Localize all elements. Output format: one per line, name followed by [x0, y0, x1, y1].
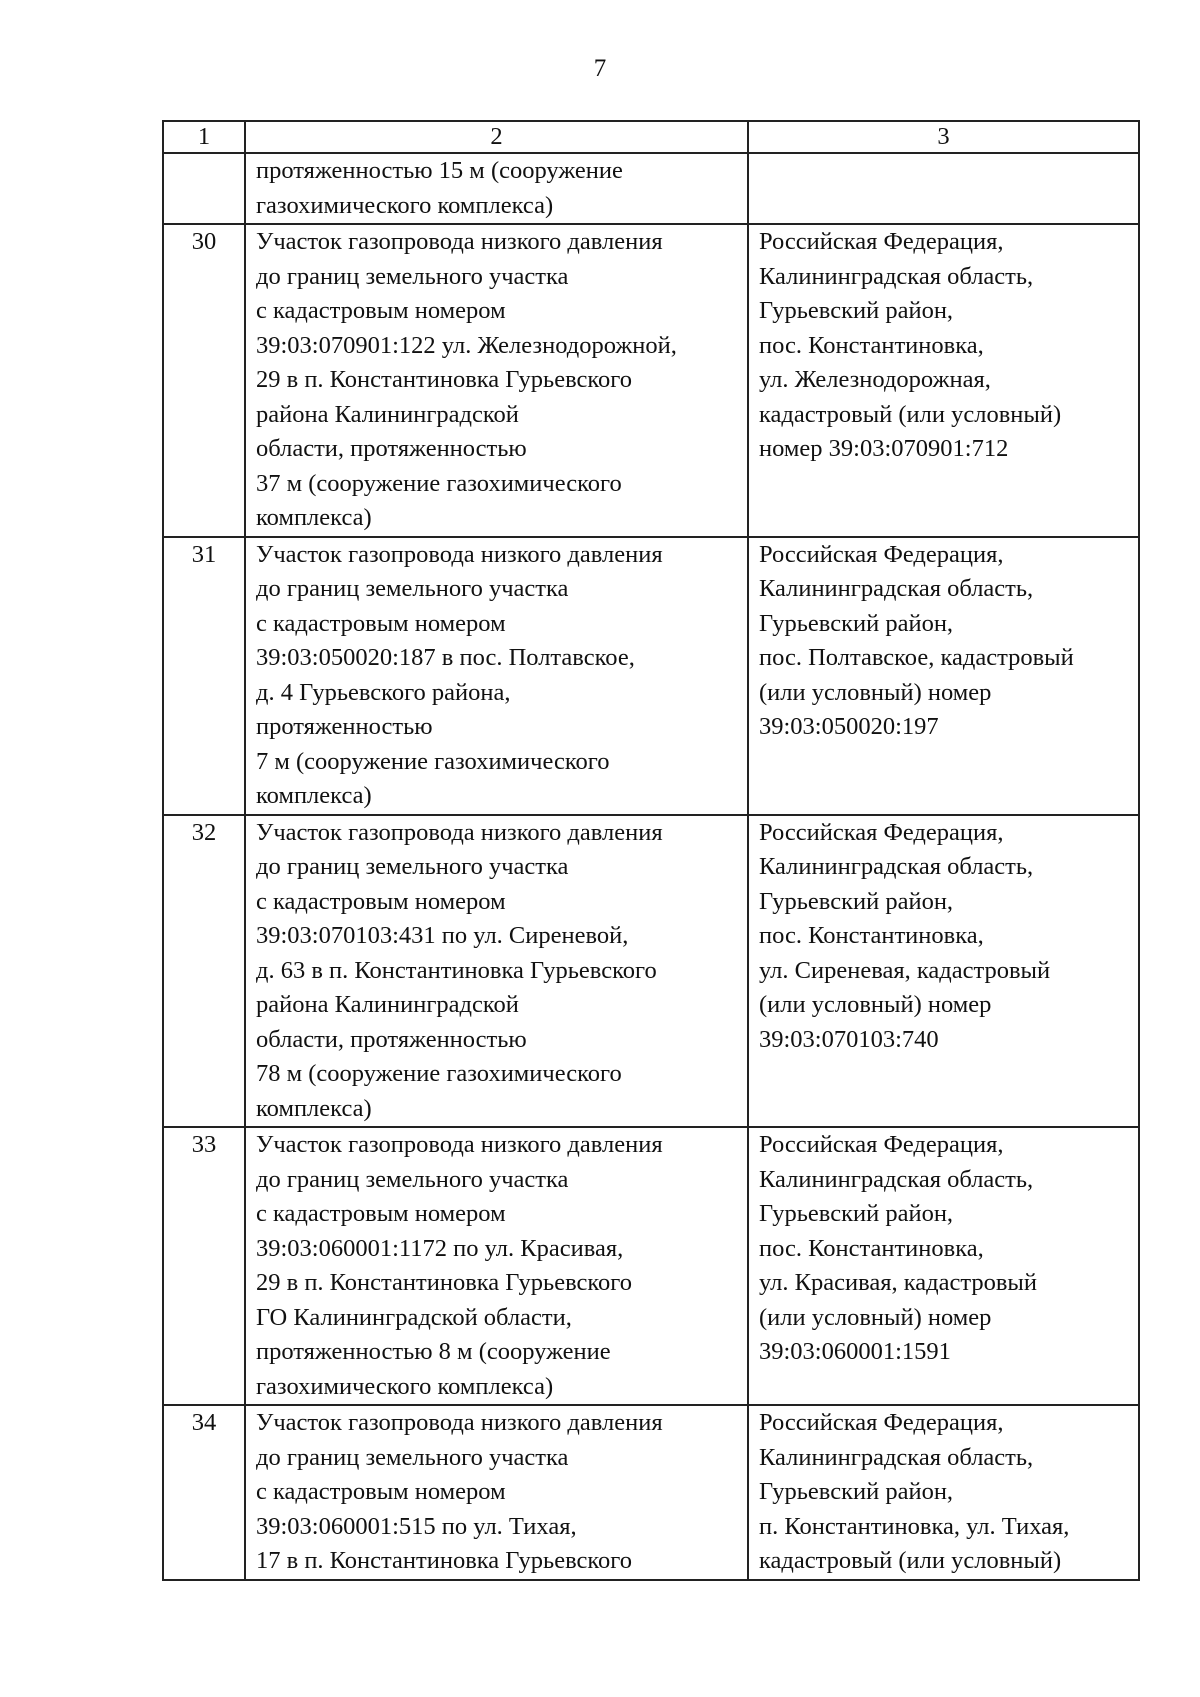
description-line: до границ земельного участка [256, 575, 569, 602]
table-row [163, 1405, 1139, 1580]
location-line: Российская Федерация, [759, 1409, 1004, 1436]
location-line: 39:03:060001:1591 [759, 1338, 951, 1365]
description-line: района Калининградской [256, 991, 519, 1018]
location-line: п. Константиновка, ул. Тихая, [759, 1512, 1070, 1540]
location-line: номер 39:03:070901:712 [759, 435, 1009, 462]
description-line: области, протяженностью [256, 435, 527, 462]
description-line: протяженностью 15 м (сооружение [256, 157, 623, 184]
description-line: 37 м (сооружение газохимического [256, 469, 622, 497]
description-line: газохимического комплекса) [256, 1372, 554, 1400]
description-line: д. 63 в п. Константиновка Гурьевского [256, 956, 657, 984]
row-number: 31 [163, 537, 245, 815]
row-number: 30 [163, 224, 245, 537]
object-location [748, 153, 1139, 224]
description-line: комплекса) [256, 504, 372, 531]
object-location [748, 815, 1139, 1128]
description-line: 17 в п. Константиновка Гурьевского [256, 1547, 632, 1574]
description-line: 7 м (сооружение газохимического [256, 747, 610, 775]
row-number: 32 [163, 815, 245, 1128]
description-line: Участок газопровода низкого давления [256, 1409, 663, 1436]
description-line: 39:03:060001:515 по ул. Тихая, [256, 1512, 577, 1540]
description-line: 78 м (сооружение газохимического [256, 1060, 622, 1087]
object-description [245, 537, 748, 815]
object-description [245, 1127, 748, 1405]
description-line: д. 4 Гурьевского района, [256, 678, 511, 706]
location-line: ул. Железнодорожная, [759, 366, 991, 393]
location-line: Гурьевский район, [759, 1200, 954, 1227]
location-line: кадастровый (или условный) [759, 1547, 1062, 1574]
object-description [245, 153, 748, 224]
page-number: 7 [593, 55, 607, 82]
description-line: до границ земельного участка [256, 262, 569, 290]
location-line: пос. Константиновка, [759, 331, 984, 359]
location-line: пос. Полтавское, кадастровый [759, 644, 1074, 671]
location-line: Калининградская область, [759, 1443, 1034, 1471]
row-number [163, 153, 245, 224]
row-number: 34 [163, 1405, 245, 1580]
location-line: Гурьевский район, [759, 609, 954, 637]
description-line: с кадастровым номером [256, 1478, 506, 1505]
description-line: района Калининградской [256, 400, 519, 428]
location-line: Российская Федерация, [759, 228, 1004, 255]
location-line: (или условный) номер [759, 991, 992, 1018]
objects-table [162, 120, 1140, 1581]
location-line: Калининградская область, [759, 1165, 1034, 1193]
location-line: (или условный) номер [759, 678, 992, 706]
description-line: 39:03:070901:122 ул. Железнодорожной, [256, 331, 677, 359]
table-row [163, 224, 1139, 537]
description-line: Участок газопровода низкого давления [256, 818, 663, 846]
object-location [748, 1405, 1139, 1580]
description-line: ГО Калининградской области, [256, 1303, 572, 1331]
description-line: до границ земельного участка [256, 1165, 569, 1193]
location-line: пос. Константиновка, [759, 922, 984, 949]
description-line: протяженностью [256, 713, 433, 740]
location-line: Гурьевский район, [759, 297, 954, 324]
description-line: с кадастровым номером [256, 609, 506, 637]
location-line: кадастровый (или условный) [759, 400, 1062, 428]
location-line: Гурьевский район, [759, 1478, 954, 1505]
location-line: Калининградская область, [759, 575, 1034, 602]
description-line: Участок газопровода низкого давления [256, 228, 663, 255]
description-line: с кадастровым номером [256, 297, 506, 324]
table-header-row [163, 121, 1139, 153]
description-line: протяженностью 8 м (сооружение [256, 1338, 611, 1365]
location-line: Гурьевский район, [759, 887, 954, 915]
description-line: с кадастровым номером [256, 887, 506, 915]
location-line: ул. Сиреневая, кадастровый [759, 956, 1051, 984]
location-line: Калининградская область, [759, 853, 1034, 880]
description-line: газохимического комплекса) [256, 191, 554, 219]
object-description [245, 815, 748, 1128]
object-location [748, 224, 1139, 537]
description-line: комплекса) [256, 1094, 372, 1122]
header-col-3: 3 [748, 121, 1139, 153]
location-line: 39:03:050020:197 [759, 713, 939, 740]
location-line: ул. Красивая, кадастровый [759, 1269, 1038, 1296]
description-line: до границ земельного участка [256, 853, 569, 880]
row-number: 33 [163, 1127, 245, 1405]
table-body [163, 121, 1139, 1580]
description-line: Участок газопровода низкого давления [256, 1131, 663, 1158]
location-line: Российская Федерация, [759, 540, 1004, 568]
location-line: 39:03:070103:740 [759, 1025, 939, 1053]
description-line: 39:03:060001:1172 по ул. Красивая, [256, 1234, 624, 1262]
object-description [245, 1405, 748, 1580]
description-line: с кадастровым номером [256, 1200, 506, 1227]
location-line: (или условный) номер [759, 1303, 992, 1331]
description-line: Участок газопровода низкого давления [256, 540, 663, 568]
object-description [245, 224, 748, 537]
header-col-1: 1 [163, 121, 245, 153]
location-line: Российская Федерация, [759, 818, 1004, 846]
header-col-2: 2 [245, 121, 748, 153]
description-line: области, протяженностью [256, 1025, 527, 1053]
location-line: пос. Константиновка, [759, 1234, 984, 1262]
object-location [748, 1127, 1139, 1405]
table-row [163, 153, 1139, 224]
description-line: 39:03:070103:431 по ул. Сиреневой, [256, 922, 629, 949]
location-line: Российская Федерация, [759, 1131, 1004, 1158]
table-row [163, 537, 1139, 815]
description-line: 39:03:050020:187 в пос. Полтавское, [256, 644, 635, 671]
description-line: комплекса) [256, 782, 372, 809]
description-line: до границ земельного участка [256, 1443, 569, 1471]
table-row [163, 815, 1139, 1128]
description-line: 29 в п. Константиновка Гурьевского [256, 1269, 632, 1296]
object-location [748, 537, 1139, 815]
table-row [163, 1127, 1139, 1405]
location-line: Калининградская область, [759, 262, 1034, 290]
description-line: 29 в п. Константиновка Гурьевского [256, 366, 632, 393]
